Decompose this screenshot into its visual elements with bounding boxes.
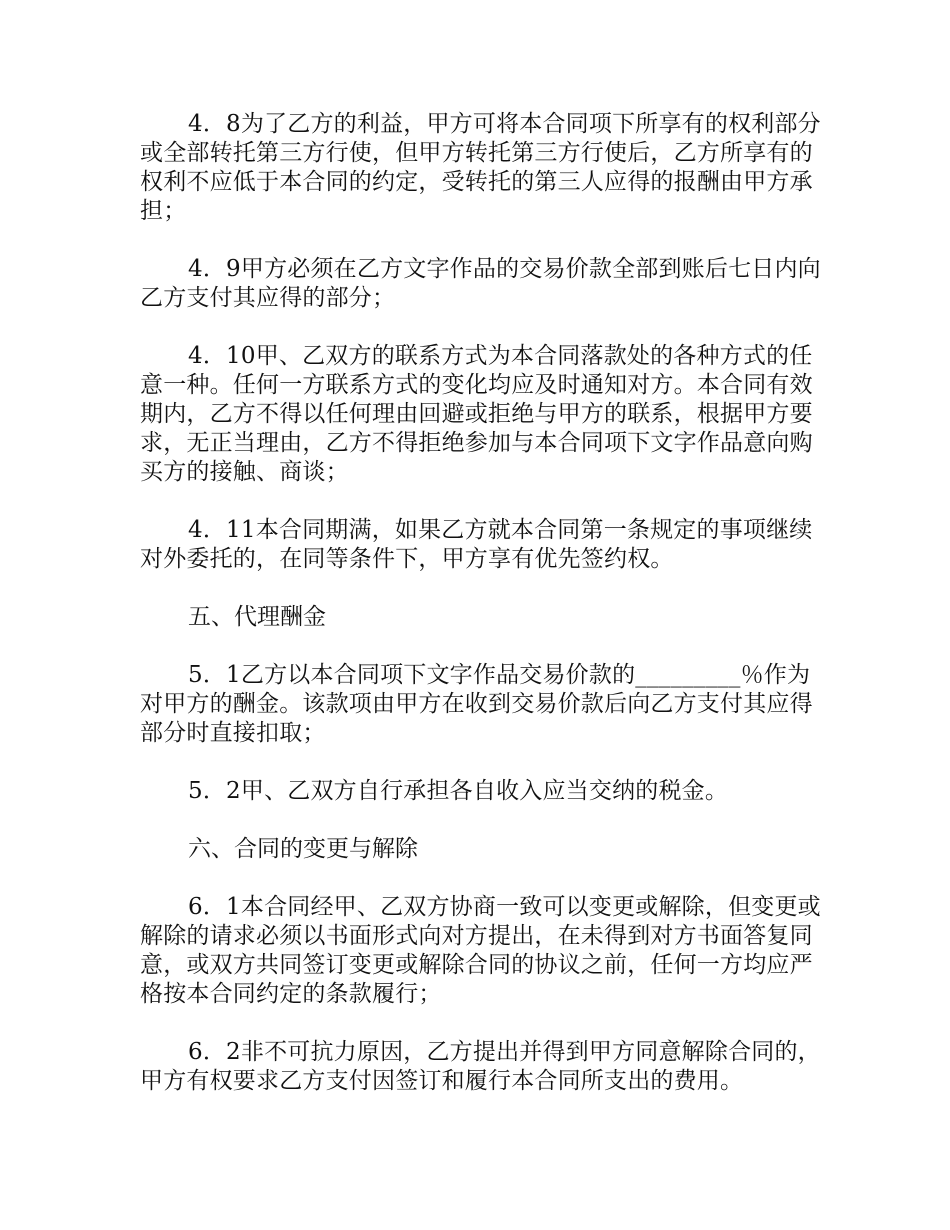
clause-6-1: 6．1本合同经甲、乙双方协商一致可以变更或解除，但变更或解除的请求必须以书面形式向对方提出，在未得到对方书面答复同意，或双方共同签订变更或解除合同的协议之前，任何一方均应严格按本合同约定的条款履行；	[140, 894, 821, 1007]
document-body	[140, 110, 830, 1125]
clause-4-11: 4．11本合同期满，如果乙方就本合同第一条规定的事项继续对外委托的，在同等条件下，甲方享有优先签约权。	[140, 517, 813, 572]
clause-4-8: 4．8为了乙方的利益，甲方可将本合同项下所享有的权利部分或全部转托第三方行使，但甲方转托第三方行使后，乙方所享有的权利不应低于本合同的约定，受转托的第三人应得的报酬由甲方承担；	[140, 111, 821, 224]
clause-5-2: 5．2甲、乙双方自行承担各自收入应当交纳的税金。	[188, 778, 729, 804]
section-heading-5: 五、代理酬金	[188, 604, 326, 630]
clause-4-9: 4．9甲方必须在乙方文字作品的交易价款全部到账后七日内向乙方支付其应得的部分；	[140, 256, 821, 311]
clause-6-2: 6．2非不可抗力原因，乙方提出并得到甲方同意解除合同的，甲方有权要求乙方支付因签订和履行本合同所支出的费用。	[140, 1039, 821, 1094]
section-heading-6: 六、合同的变更与解除	[188, 836, 418, 862]
clause-4-10: 4．10甲、乙双方的联系方式为本合同落款处的各种方式的任意一种。任何一方联系方式的变化均应及时通知对方。本合同有效期内，乙方不得以任何理由回避或拒绝与甲方的联系，根据甲方要求，无正当理由，乙方不得拒绝参加与本合同项下文字作品意向购买方的接触、商谈；	[140, 343, 813, 485]
clause-5-1: 5．1乙方以本合同项下文字作品交易价款的_________％作为对甲方的酬金。该款项由甲方在收到交易价款后向乙方支付其应得部分时直接扣取；	[140, 662, 813, 746]
